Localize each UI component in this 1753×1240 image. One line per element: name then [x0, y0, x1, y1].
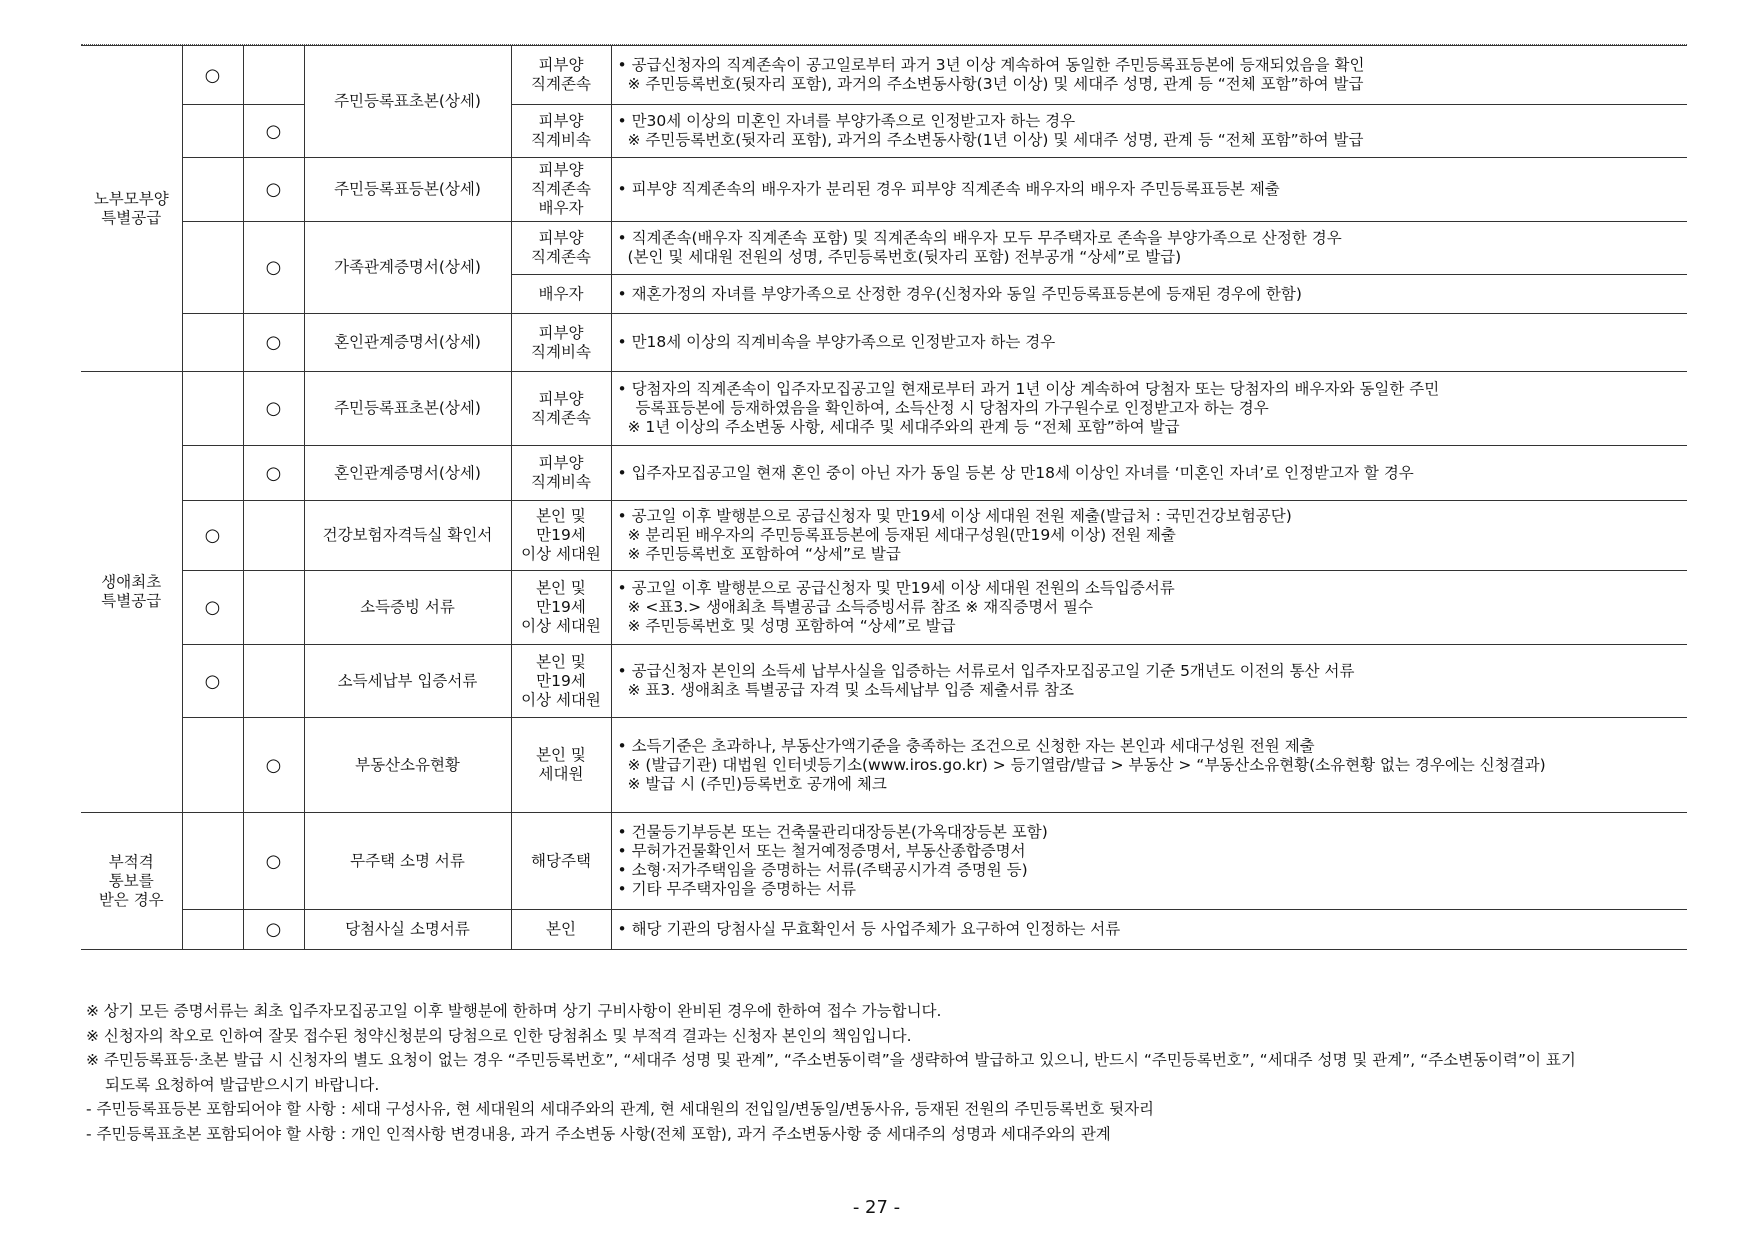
document-name: 혼인관계증명서(상세) [304, 446, 511, 501]
footnote: ※ 신청자의 착오로 인하여 잘못 접수된 청약신청분의 당첨으로 인한 당첨취소 및 부적격 결과는 신청자 본인의 책임입니다. [86, 1026, 912, 1045]
description: • 해당 기관의 당첨사실 무효확인서 등 사업주체가 요구하여 인정하는 서류 [611, 910, 1687, 950]
check-mark: ○ [243, 446, 304, 501]
description: • 직계존속(배우자 직계존속 포함) 및 직계존속의 배우자 모두 무주택자로 존속을 부양가족으로 산정한 경우 (본인 및 세대원 전원의 성명, 주민등록번호(뒷자리 포함) 전부공개 “상세”로 발급) [611, 222, 1687, 275]
footnote: ※ 상기 모든 증명서류는 최초 입주자모집공고일 이후 발행분에 한하며 상기 구비사항이 완비된 경우에 한하여 접수 가능합니다. [86, 1002, 942, 1020]
target-label: 피부양 직계존속 [511, 46, 611, 105]
document-name: 부동산소유현황 [304, 718, 511, 813]
footnote: ※ 주민등록표등·초본 발급 시 신청자의 별도 요청이 없는 경우 “주민등록번호”, “세대주 성명 및 관계”, “주소변동이력”을 생략하여 발급하고 있으니, 반드시 “주민등록번호”, “세대주 성명 및 관계”, “주소변동이력”이 표기 [86, 1051, 1576, 1069]
description: • 공고일 이후 발행분으로 공급신청자 및 만19세 이상 세대원 전원 제출(발급처 : 국민건강보험공단) ※ 분리된 배우자의 주민등록표등본에 등재된 세대구성원(만19세 이상) 전원 제출 ※ 주민등록번호 포함하여 “상세”로 발급 [611, 501, 1687, 571]
check-mark: ○ [182, 46, 243, 105]
target-label: 본인 및 만19세 이상 세대원 [511, 501, 611, 571]
target-label: 피부양 직계비속 [511, 105, 611, 158]
target-label: 배우자 [511, 275, 611, 314]
target-label: 해당주택 [511, 813, 611, 910]
check-mark: ○ [243, 314, 304, 372]
footnote: - 주민등록표등본 포함되어야 할 사항 : 세대 구성사유, 현 세대원의 세대주와의 관계, 현 세대원의 전입일/변동일/변동사유, 등재된 전원의 주민등록번호 뒷자리 [86, 1100, 1155, 1118]
check-mark: ○ [182, 501, 243, 571]
check-mark [182, 910, 243, 950]
footnote: 되도록 요청하여 발급받으시기 바랍니다. [105, 1075, 380, 1094]
check-mark: ○ [243, 372, 304, 446]
document-name: 혼인관계증명서(상세) [304, 314, 511, 372]
target-label: 피부양 직계존속 배우자 [511, 158, 611, 222]
check-mark [182, 158, 243, 222]
group-label: 부적격 통보를 받은 경우 [81, 813, 182, 950]
target-label: 본인 및 만19세 이상 세대원 [511, 571, 611, 645]
check-mark: ○ [182, 571, 243, 645]
table-row [81, 813, 1687, 910]
target-label: 본인 [511, 910, 611, 950]
table-row [81, 571, 1687, 645]
document-name: 건강보험자격득실 확인서 [304, 501, 511, 571]
description: • 공급신청자의 직계존속이 공고일로부터 과거 3년 이상 계속하여 동일한 주민등록표등본에 등재되었음을 확인 ※ 주민등록번호(뒷자리 포함), 과거의 주소변동사항(3년 이상) 및 세대주 성명, 관계 등 “전체 포함”하여 발급 [611, 46, 1687, 105]
group-label: 노부모부양 특별공급 [81, 46, 182, 372]
table-row [81, 446, 1687, 501]
table-row [81, 372, 1687, 446]
check-mark [182, 105, 243, 158]
page-number: - 27 - [852, 1197, 901, 1218]
target-label: 피부양 직계비속 [511, 314, 611, 372]
target-label: 본인 및 세대원 [511, 718, 611, 813]
check-mark: ○ [243, 222, 304, 314]
required-documents-table [81, 45, 1687, 950]
table-row [81, 645, 1687, 718]
description: • 건물등기부등본 또는 건축물관리대장등본(가옥대장등본 포함) • 무허가건물확인서 또는 철거예정증명서, 부동산종합증명서 • 소형·저가주택임을 증명하는 서류(주택공시가격 증명원 등) • 기타 무주택자임을 증명하는 서류 [611, 813, 1687, 910]
check-mark [182, 314, 243, 372]
document-name: 소득세납부 입증서류 [304, 645, 511, 718]
check-mark [243, 46, 304, 105]
check-mark: ○ [243, 813, 304, 910]
table-row [81, 501, 1687, 571]
description: • 만18세 이상의 직계비속을 부양가족으로 인정받고자 하는 경우 [611, 314, 1687, 372]
target-label: 피부양 직계존속 [511, 372, 611, 446]
table-row [81, 314, 1687, 372]
table-row [81, 158, 1687, 222]
check-mark [182, 446, 243, 501]
document-name: 당첨사실 소명서류 [304, 910, 511, 950]
check-mark [243, 501, 304, 571]
check-mark [182, 813, 243, 910]
target-label: 피부양 직계존속 [511, 222, 611, 275]
document-name: 소득증빙 서류 [304, 571, 511, 645]
check-mark: ○ [182, 645, 243, 718]
footnote: - 주민등록표초본 포함되어야 할 사항 : 개인 인적사항 변경내용, 과거 주소변동 사항(전체 포함), 과거 주소변동사항 중 세대주의 성명과 세대주와의 관계 [86, 1124, 1111, 1143]
footnotes [86, 999, 1686, 1146]
document-name: 주민등록표등본(상세) [304, 158, 511, 222]
description: • 재혼가정의 자녀를 부양가족으로 산정한 경우(신청자와 동일 주민등록표등본에 등재된 경우에 한함) [611, 275, 1687, 314]
check-mark: ○ [243, 158, 304, 222]
check-mark [182, 718, 243, 813]
document-name: 주민등록표초본(상세) [304, 372, 511, 446]
description: • 공고일 이후 발행분으로 공급신청자 및 만19세 이상 세대원 전원의 소득입증서류 ※ <표3.> 생애최초 특별공급 소득증빙서류 참조 ※ 재직증명서 필수 ※ 주민등록번호 및 성명 포함하여 “상세”로 발급 [611, 571, 1687, 645]
target-label: 본인 및 만19세 이상 세대원 [511, 645, 611, 718]
table-row [81, 46, 1687, 105]
check-mark: ○ [243, 718, 304, 813]
description: • 피부양 직계존속의 배우자가 분리된 경우 피부양 직계존속 배우자의 배우자 주민등록표등본 제출 [611, 158, 1687, 222]
check-mark [182, 372, 243, 446]
target-label: 피부양 직계비속 [511, 446, 611, 501]
description: • 소득기준은 초과하나, 부동산가액기준을 충족하는 조건으로 신청한 자는 본인과 세대구성원 전원 제출 ※ (발급기관) 대법원 인터넷등기소(www.iros.go.kr) > 등기열람/발급 > 부동산 > “부동산소유현황(소유현황 없는 경우에는 신청결과) ※ 발급 시 (주민)등록번호 공개에 체크 [611, 718, 1687, 813]
description: • 입주자모집공고일 현재 혼인 중이 아닌 자가 동일 등본 상 만18세 이상인 자녀를 ‘미혼인 자녀’로 인정받고자 할 경우 [611, 446, 1687, 501]
check-mark: ○ [243, 910, 304, 950]
description: • 당첨자의 직계존속이 입주자모집공고일 현재로부터 과거 1년 이상 계속하여 당첨자 또는 당첨자의 배우자와 동일한 주민 등록표등본에 등재하였음을 확인하여, 소득산정 시 당첨자의 가구원수로 인정받고자 하는 경우 ※ 1년 이상의 주소변동 사항, 세대주 및 세대주와의 관계 등 “전체 포함”하여 발급 [611, 372, 1687, 446]
description: • 공급신청자 본인의 소득세 납부사실을 입증하는 서류로서 입주자모집공고일 기준 5개년도 이전의 통산 서류 ※ 표3. 생애최초 특별공급 자격 및 소득세납부 입증 제출서류 참조 [611, 645, 1687, 718]
document-name: 주민등록표초본(상세) [304, 46, 511, 158]
check-mark: ○ [243, 105, 304, 158]
check-mark [243, 645, 304, 718]
table-row [81, 222, 1687, 275]
check-mark [243, 571, 304, 645]
table-row [81, 910, 1687, 950]
group-label: 생애최초 특별공급 [81, 372, 182, 813]
document-name: 무주택 소명 서류 [304, 813, 511, 910]
description: • 만30세 이상의 미혼인 자녀를 부양가족으로 인정받고자 하는 경우 ※ 주민등록번호(뒷자리 포함), 과거의 주소변동사항(1년 이상) 및 세대주 성명, 관계 등 “전체 포함”하여 발급 [611, 105, 1687, 158]
check-mark [182, 222, 243, 314]
table-row [81, 718, 1687, 813]
document-name: 가족관계증명서(상세) [304, 222, 511, 314]
